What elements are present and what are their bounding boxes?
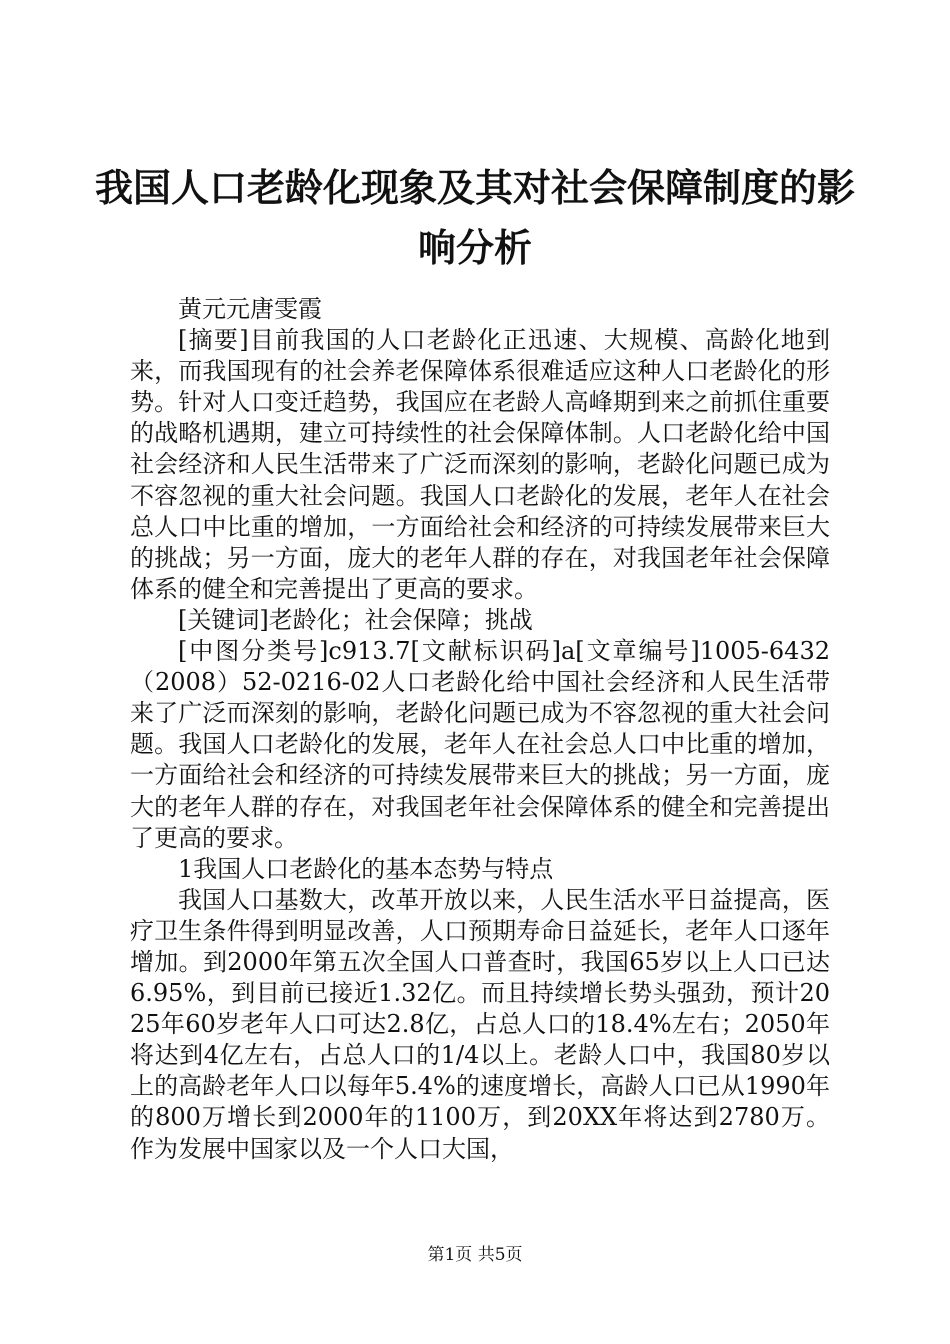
document-body [130,294,830,1165]
keywords-line: [关键词]老龄化；社会保障；挑战 [178,605,533,634]
abstract-paragraph: [摘要]目前我国的人口老龄化正迅速、大规模、高龄化地到来，而我国现有的社会养老保障体系很难适应这种人口老龄化的形势。针对人口变迁趋势，我国应在老龄人高峰期到来之前抓住重要的战略机遇期，建立可持续性的社会保障体制。人口老龄化给中国社会经济和人民生活带来了广泛而深刻的影响，老龄化问题已成为不容忽视的重大社会问题。我国人口老龄化的发展，老年人在社会总人口中比重的增加，一方面给社会和经济的可持续发展带来巨大的挑战；另一方面，庞大的老年人群的存在，对我国老年社会保障体系的健全和完善提出了更高的要求。 [130,326,830,603]
page-footer: 第1页 共5页 [427,1245,523,1265]
section-heading: 1我国人口老龄化的基本态势与特点 [178,854,554,883]
classification-paragraph: [中图分类号]c913.7[文献标识码]a[文章编号]1005-6432（2008）52-0216-02人口老龄化给中国社会经济和人民生活带来了广泛而深刻的影响，老龄化问题已成为不容忽视的重大社会问题。我国人口老龄化的发展，老年人在社会总人口中比重的增加，一方面给社会和经济的可持续发展带来巨大的挑战；另一方面，庞大的老年人群的存在，对我国老年社会保障体系的健全和完善提出了更高的要求。 [130,637,830,852]
section-paragraph: 我国人口基数大，改革开放以来，人民生活水平日益提高，医疗卫生条件得到明显改善，人口预期寿命日益延长，老年人口逐年增加。到2000年第五次全国人口普查时，我国65岁以上人口已达6.95%，到目前已接近1.32亿。而且持续增长势头强劲，预计2025年60岁老年人口可达2.8亿，占总人口的18.4%左右；2050年将达到4亿左右，占总人口的1/4以上。老龄人口中，我国80岁以上的高龄老年人口以每年5.4%的速度增长，高龄人口已从1990年的800万增长到2000年的1100万，到20XX年将达到2780万。作为发展中国家以及一个人口大国， [130,885,830,1163]
document-title: 我国人口老龄化现象及其对社会保障制度的影响分析 [95,165,856,270]
author-line: 黄元元唐雯霞 [178,295,322,323]
